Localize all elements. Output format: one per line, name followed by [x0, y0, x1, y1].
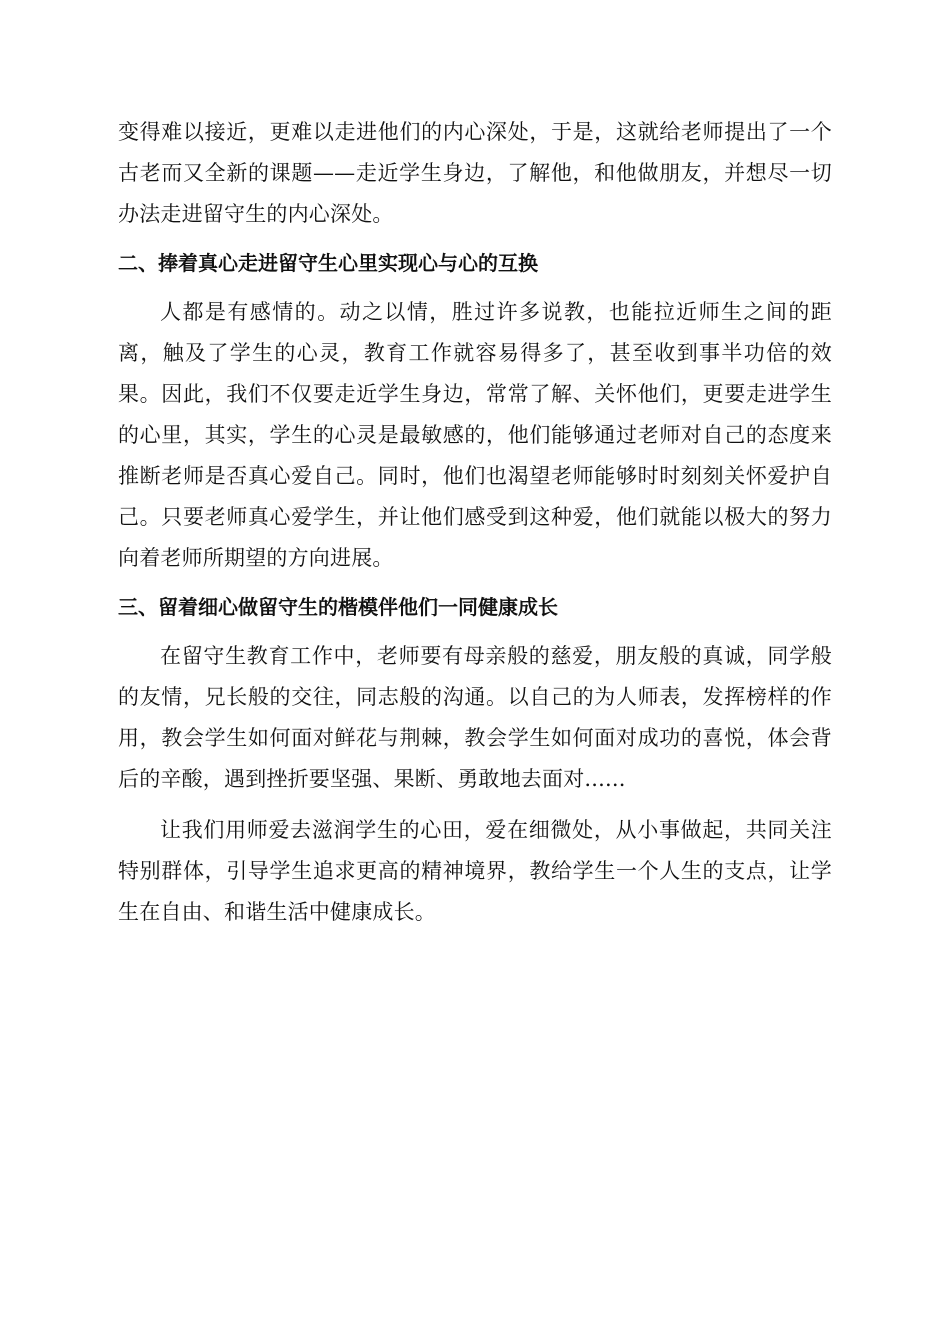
section-3-paragraph-2: 让我们用师爱去滋润学生的心田，爱在细微处，从小事做起，共同关注特别群体，引导学生追求更高的精神境界，教给学生一个人生的支点，让学生在自由、和谐生活中健康成长。 — [118, 818, 832, 924]
section-2-paragraph-1: 人都是有感情的。动之以情，胜过许多说教，也能拉近师生之间的距离，触及了学生的心灵，教育工作就容易得多了，甚至收到事半功倍的效果。因此，我们不仅要走近学生身边，常常了解、关怀他们，更要走进学生的心里，其实，学生的心灵是最敏感的，他们能够通过老师对自己的态度来推断老师是否真心爱自己。同时，他们也渴望老师能够时时刻刻关怀爱护自己。只要老师真心爱学生，并让他们感受到这种爱，他们就能以极大的努力向着老师所期望的方向进展。 — [118, 300, 832, 570]
section-heading-2: 二、捧着真心走进留守生心里实现心与心的互换 — [118, 251, 538, 275]
document-body — [118, 112, 832, 933]
section-heading-3: 三、留着细心做留守生的楷模伴他们一同健康成长 — [118, 595, 558, 619]
continuation-paragraph: 变得难以接近，更难以走进他们的内心深处，于是，这就给老师提出了一个古老而又全新的课题——走近学生身边，了解他，和他做朋友，并想尽一切办法走进留守生的内心深处。 — [118, 120, 832, 226]
section-3-paragraph-1: 在留守生教育工作中，老师要有母亲般的慈爱，朋友般的真诚，同学般的友情，兄长般的交往，同志般的沟通。以自己的为人师表，发挥榜样的作用，教会学生如何面对鲜花与荆棘，教会学生如何面对成功的喜悦，体会背后的辛酸，遇到挫折要坚强、果断、勇敢地去面对...... — [118, 644, 832, 791]
